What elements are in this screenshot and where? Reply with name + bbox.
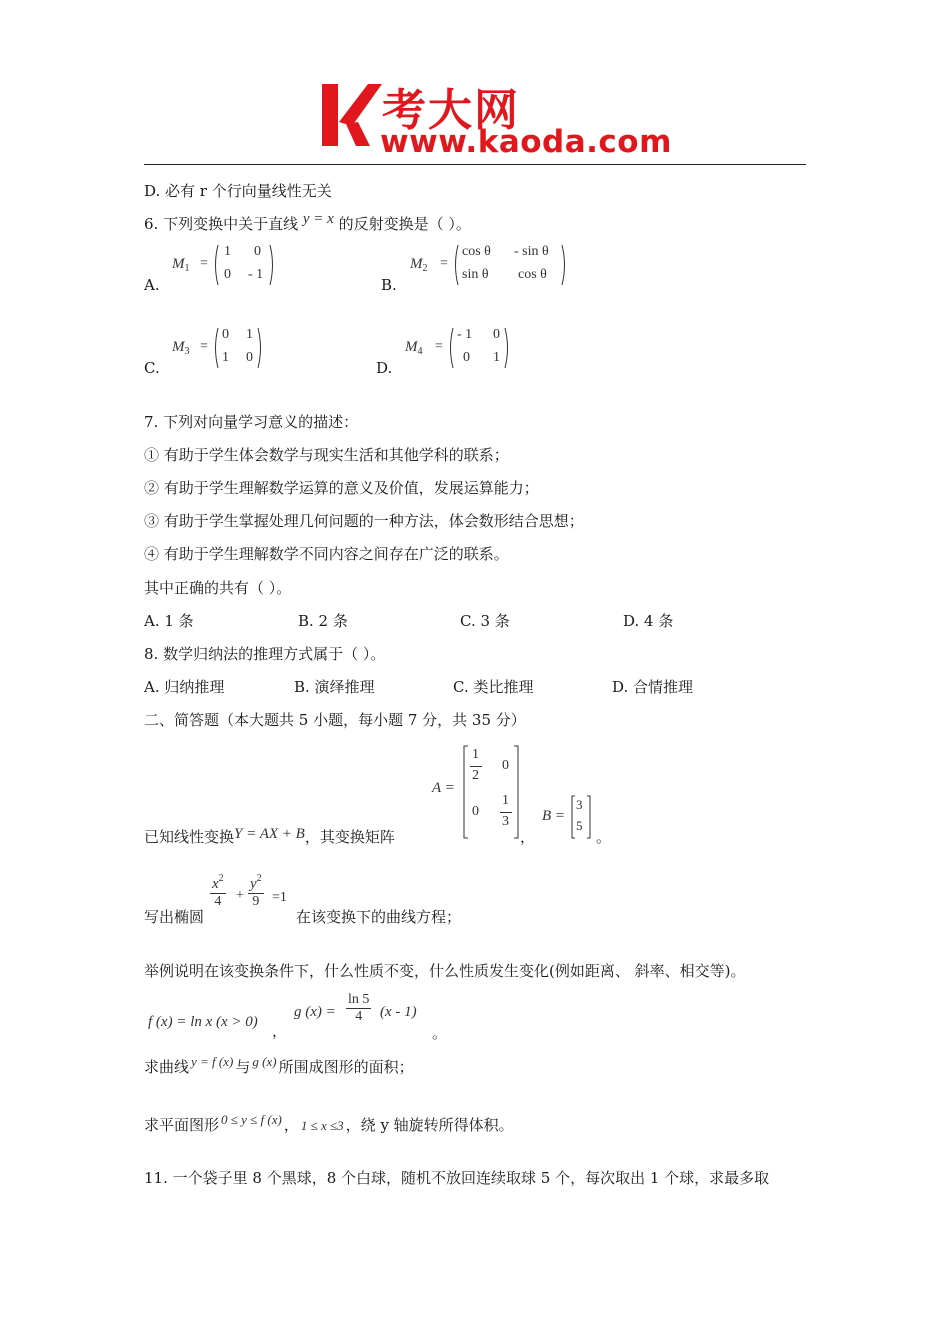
logo-k-icon [318,82,382,148]
q7-stem: 7. 下列对向量学习意义的描述： [144,413,359,431]
q7-item-3: ③ 有助于学生掌握处理几何问题的一种方法，体会数形结合思想； [144,512,584,530]
q5-option-d: D. 必有 r 个行向量线性无关 [144,182,332,200]
section-2-title: 二、简答题（本大题共 5 小题，每小题 7 分，共 35 分） [144,711,526,729]
q6-option-d-label: D. [376,359,393,377]
q9-eq-y: Y = AX + B [234,826,305,842]
q7-item-2: ② 有助于学生理解数学运算的意义及价值，发展运算能力； [144,479,539,497]
q10-comma: ， [272,1022,288,1040]
q6-option-b-label: B. [381,276,397,294]
q9-intro: 已知线性变换Y = AX + B，其变换矩阵 [144,826,395,846]
q6-option-c-label: C. [144,359,160,377]
matrix-brackets [462,744,520,840]
q7-question: 其中正确的共有（ ）。 [144,579,292,597]
q10-part1: 求曲线 y = f (x) 与 g (x) 所围成图形的面积； [144,1054,414,1076]
q6-option-a-label: A. [144,276,160,294]
q7-option-b: B. 2 条 [298,612,348,630]
q10-part2: 求平面图形 0 ≤ y ≤ f (x) ， 1 ≤ x ≤3 ，绕 y 轴旋转所得体积。 [144,1112,514,1134]
q8-option-b: B. 演绎推理 [294,678,375,696]
logo-chinese-text: 考大网 [382,85,520,136]
header-divider [144,164,806,165]
q10-g-definition: g (x) = $\frac{\ln 5}{4}$ (x - 1) [294,992,417,1024]
q7-option-c: C. 3 条 [460,612,510,630]
q8-option-d: D. 合情推理 [612,678,694,696]
q9-comma: ， [520,828,536,846]
q11-text: 11. 一个袋子里 8 个黑球，8 个白球，随机不放回连续取球 5 个，每次取出 1 个球，求最多取 [144,1169,770,1187]
q9-part2: 举例说明在该变换条件下，什么性质不变，什么性质发生变化(例如距离、 斜率、相交等)。 [144,962,746,980]
q10-period: 。 [432,1024,448,1042]
q7-item-4: ④ 有助于学生理解数学不同内容之间存在广泛的联系。 [144,545,509,563]
q8-stem: 8. 数学归纳法的推理方式属于（ ）。 [144,645,386,663]
matrix-parentheses [212,326,264,370]
q9-part1-text: 在该变换下的曲线方程； [296,908,462,926]
q7-option-a: A. 1 条 [144,612,194,630]
q7-option-d: D. 4 条 [623,612,674,630]
matrix-parentheses [212,243,276,287]
q10-f-definition: f (x) = ln x (x > 0) [148,1014,258,1030]
q9-part1-label: 写出椭圆 [144,908,205,926]
q8-option-c: C. 类比推理 [453,678,534,696]
q9-period: 。 [596,828,612,846]
q6-stem-math: y = x [302,211,334,227]
q7-item-1: ① 有助于学生体会数学与现实生活和其他学科的联系； [144,446,509,464]
q8-option-a: A. 归纳推理 [144,678,225,696]
q9-matrix-a: A = 1 2 0 0 1 3 [432,744,532,840]
q6-stem-text-a: 6. 下列变换中关于直线 [144,215,299,233]
q6-stem-text-b: 的反射变换是（ ）。 [338,215,471,233]
q6-stem [144,213,471,234]
logo-url-text: www.kaoda.com [380,124,672,160]
